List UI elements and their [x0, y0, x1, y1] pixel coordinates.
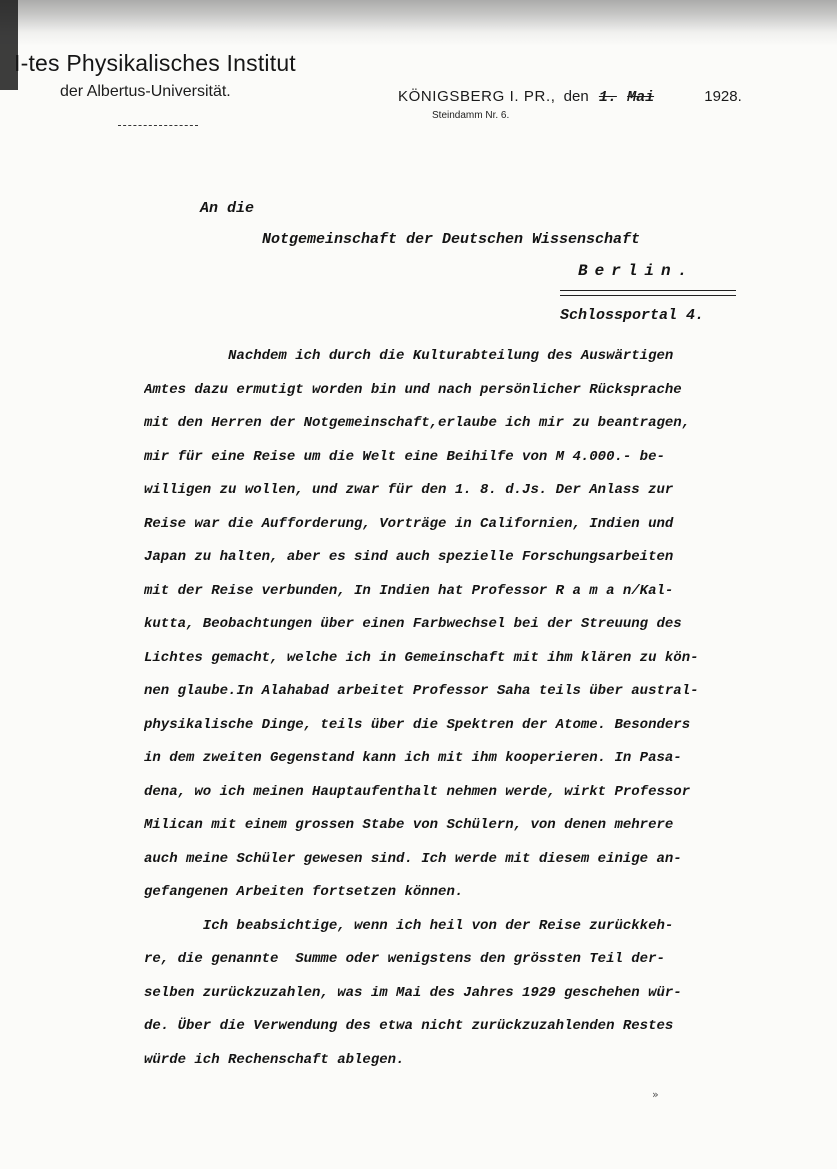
body-line: mit der Reise verbunden, In Indien hat Professor R a m a n/Kal- — [144, 582, 674, 599]
place-date-line — [398, 88, 798, 106]
body-line: Japan zu halten, aber es sind auch spezielle Forschungsarbeiten — [144, 549, 674, 565]
date-day: 1. — [598, 89, 617, 106]
body-line: re, die genannte Summe oder wenigstens den grössten Teil der- — [144, 951, 665, 967]
body-line: kutta, Beobachtungen über einen Farbwechsel bei der Streuung des — [144, 616, 682, 632]
university-name: der Albertus-Universität. — [60, 83, 231, 100]
margin-mark: » — [652, 1088, 659, 1101]
body-line: willigen zu wollen, und zwar für den 1. 8. d.Js. Der Anlass zur — [144, 482, 674, 498]
letter-body — [144, 340, 804, 1077]
body-line: Amtes dazu ermutigt worden bin und nach persönlicher Rücksprache — [144, 381, 682, 398]
body-line: gefangenen Arbeiten fortsetzen können. — [144, 884, 464, 900]
body-line: Ich beabsichtige, wenn ich heil von der Reise zurückkeh- — [144, 917, 674, 934]
body-line: Lichtes gemacht, welche ich in Gemeinschaft mit ihm klären zu kön- — [144, 649, 699, 666]
body-line: würde ich Rechenschaft ablegen. — [144, 1051, 405, 1068]
body-line: auch meine Schüler gewesen sind. Ich werde mit diesem einige an- — [144, 850, 682, 867]
letterhead — [14, 50, 296, 101]
city-underline — [560, 290, 736, 296]
den-label: den — [563, 88, 589, 105]
body-line: Milican mit einem grossen Stabe von Schülern, von denen mehrere — [144, 817, 674, 833]
recipient-street: Schlossportal 4. — [560, 307, 705, 324]
body-line: de. Über die Verwendung des etwa nicht zurückzuzahlenden Restes — [144, 1018, 674, 1034]
date-year: 1928. — [704, 88, 742, 105]
recipient-salutation: An die — [200, 200, 255, 217]
city-name: KÖNIGSBERG I. PR., — [398, 88, 556, 105]
body-line: dena, wo ich meinen Hauptaufenthalt nehmen werde, wirkt Professor — [144, 783, 691, 800]
letterhead-rule — [118, 125, 198, 126]
institute-name: I-tes Physikalisches Institut — [14, 50, 296, 76]
body-line: Reise war die Aufforderung, Vorträge in Californien, Indien und — [144, 515, 674, 532]
scan-shadow — [0, 0, 837, 46]
body-line: physikalische Dinge, teils über die Spektren der Atome. Besonders — [144, 716, 691, 733]
body-line: in dem zweiten Gegenstand kann ich mit ihm kooperieren. In Pasa- — [144, 750, 682, 766]
institute-street: Steindamm Nr. 6. — [432, 110, 510, 121]
body-line: mir für eine Reise um die Welt eine Beihilfe von M 4.000.- be- — [144, 448, 665, 465]
recipient-organization: Notgemeinschaft der Deutschen Wissenschaft — [262, 231, 641, 248]
body-line: nen glaube.In Alahabad arbeitet Professor Saha teils über austral- — [144, 683, 699, 699]
body-line: selben zurückzuzahlen, was im Mai des Jahres 1929 geschehen wür- — [144, 984, 682, 1001]
body-line: mit den Herren der Notgemeinschaft,erlaube ich mir zu beantragen, — [144, 415, 691, 431]
body-line: Nachdem ich durch die Kulturabteilung des Auswärtigen — [144, 348, 674, 364]
recipient-city: Berlin. — [578, 262, 695, 280]
date-month: Mai — [627, 89, 655, 106]
